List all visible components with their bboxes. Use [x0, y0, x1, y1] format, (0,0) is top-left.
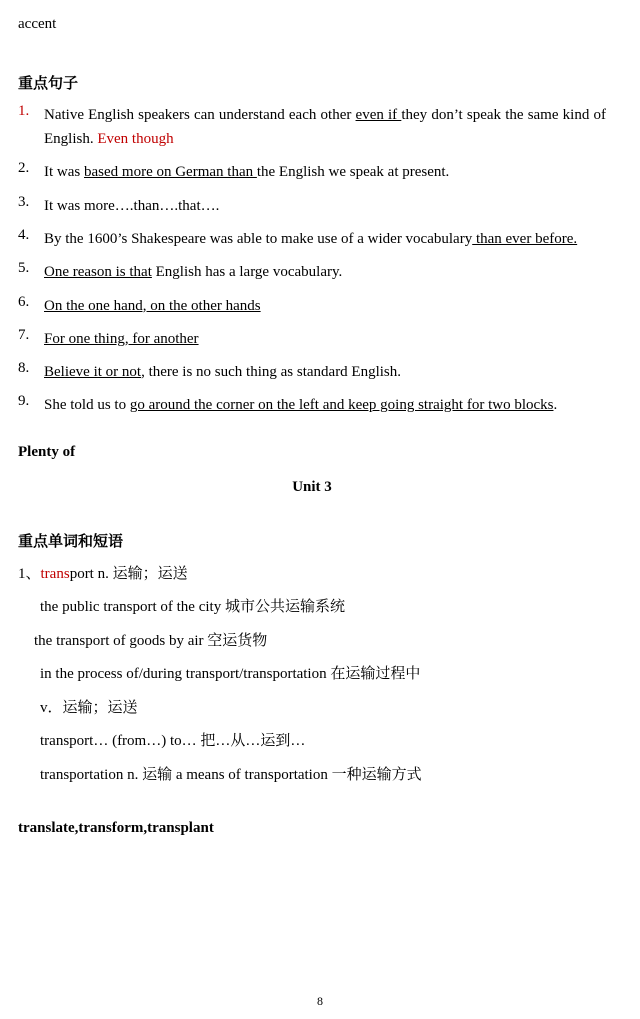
- sentence-list: [18, 103, 606, 418]
- sentence-number: 2.: [18, 160, 30, 177]
- text-run: English has a large vocabulary.: [151, 264, 343, 281]
- sentence-body: [44, 260, 606, 284]
- text-run: they don’t speak the same kind of English.: [44, 106, 606, 148]
- underlined-phrase: On the one hand, on the other hands: [44, 297, 261, 314]
- sentence-body: [44, 360, 606, 384]
- page-number: 8: [317, 994, 323, 1008]
- text-run: By the 1600’s Shakespeare was able to make use of a wider vocabulary: [44, 230, 473, 247]
- underlined-phrase: even if: [355, 106, 402, 123]
- text-run: the transport of goods by air 空运货物: [34, 632, 268, 649]
- text-run: transport… (from…) to… 把…从…运到…: [40, 733, 306, 750]
- section-heading-vocabulary: 重点单词和短语: [18, 533, 124, 550]
- text-run: v．运输；运送: [40, 699, 138, 716]
- red-annotation: Even though: [93, 131, 174, 148]
- sentence-number: 1.: [18, 102, 30, 119]
- sentence-item: [18, 260, 606, 284]
- sentence-item: [18, 393, 606, 417]
- vocabulary-line: [18, 697, 606, 720]
- sentence-body: [44, 327, 606, 351]
- sentence-number: 7.: [18, 326, 30, 343]
- text-run: .: [553, 397, 558, 414]
- text-run: It was more….than….that….: [44, 197, 220, 214]
- vocabulary-line: [18, 663, 606, 686]
- sentence-item: [18, 227, 606, 251]
- text-run: , there is no such thing as standard English.: [141, 364, 402, 381]
- vocabulary-line: [18, 630, 606, 653]
- sentence-item: [18, 160, 606, 184]
- sentence-item: [18, 194, 606, 218]
- underlined-phrase: Believe it or not: [44, 364, 142, 381]
- sentence-item: [18, 103, 606, 152]
- text-run: the public transport of the city 城市公共运输系统: [40, 599, 345, 616]
- vocabulary-list: [18, 563, 606, 787]
- text-run: port n. 运输；运送: [69, 565, 188, 582]
- sentence-body: [44, 227, 606, 251]
- plenty-of-note: Plenty of: [18, 443, 76, 460]
- sentence-number: 3.: [18, 193, 30, 210]
- vocabulary-line: [18, 563, 606, 586]
- underlined-phrase: For one thing, for another: [44, 330, 199, 347]
- sentence-number: 6.: [18, 293, 30, 310]
- text-run: the English we speak at present.: [256, 164, 450, 181]
- underlined-phrase: One reason is that: [44, 264, 152, 281]
- sentence-number: 4.: [18, 226, 30, 243]
- underlined-phrase: based more on German than: [84, 164, 257, 181]
- sentence-body: [44, 393, 606, 417]
- vocabulary-line: [18, 730, 606, 753]
- underlined-phrase: than ever before.: [472, 230, 578, 247]
- underlined-phrase: go around the corner on the left and keep going straight for two blocks: [129, 397, 554, 414]
- vocabulary-line: [18, 596, 606, 619]
- top-word: accent: [18, 16, 57, 32]
- sentence-number: 9.: [18, 393, 30, 410]
- sentence-item: [18, 327, 606, 351]
- text-run: Native English speakers can understand each other: [44, 106, 356, 123]
- text-run: It was: [44, 164, 84, 181]
- sentence-number: 8.: [18, 360, 30, 377]
- sentence-body: [44, 194, 606, 218]
- section-heading-sentences: 重点句子: [18, 75, 79, 92]
- sentence-number: 5.: [18, 260, 30, 277]
- text-run: transportation n. 运输 a means of transportation 一种运输方式: [40, 766, 422, 783]
- unit-title: Unit 3: [292, 478, 332, 495]
- red-annotation: trans: [40, 565, 70, 582]
- vocabulary-line: [18, 764, 606, 787]
- sentence-body: [44, 294, 606, 318]
- sentence-body: [44, 160, 606, 184]
- text-run: She told us to: [44, 397, 130, 414]
- sentence-item: [18, 294, 606, 318]
- sentence-item: [18, 360, 606, 384]
- text-run: 1、: [18, 565, 41, 582]
- text-run: in the process of/during transport/transportation 在运输过程中: [40, 666, 421, 683]
- sentence-body: [44, 103, 606, 152]
- trans-family-note: translate,transform,transplant: [18, 820, 214, 837]
